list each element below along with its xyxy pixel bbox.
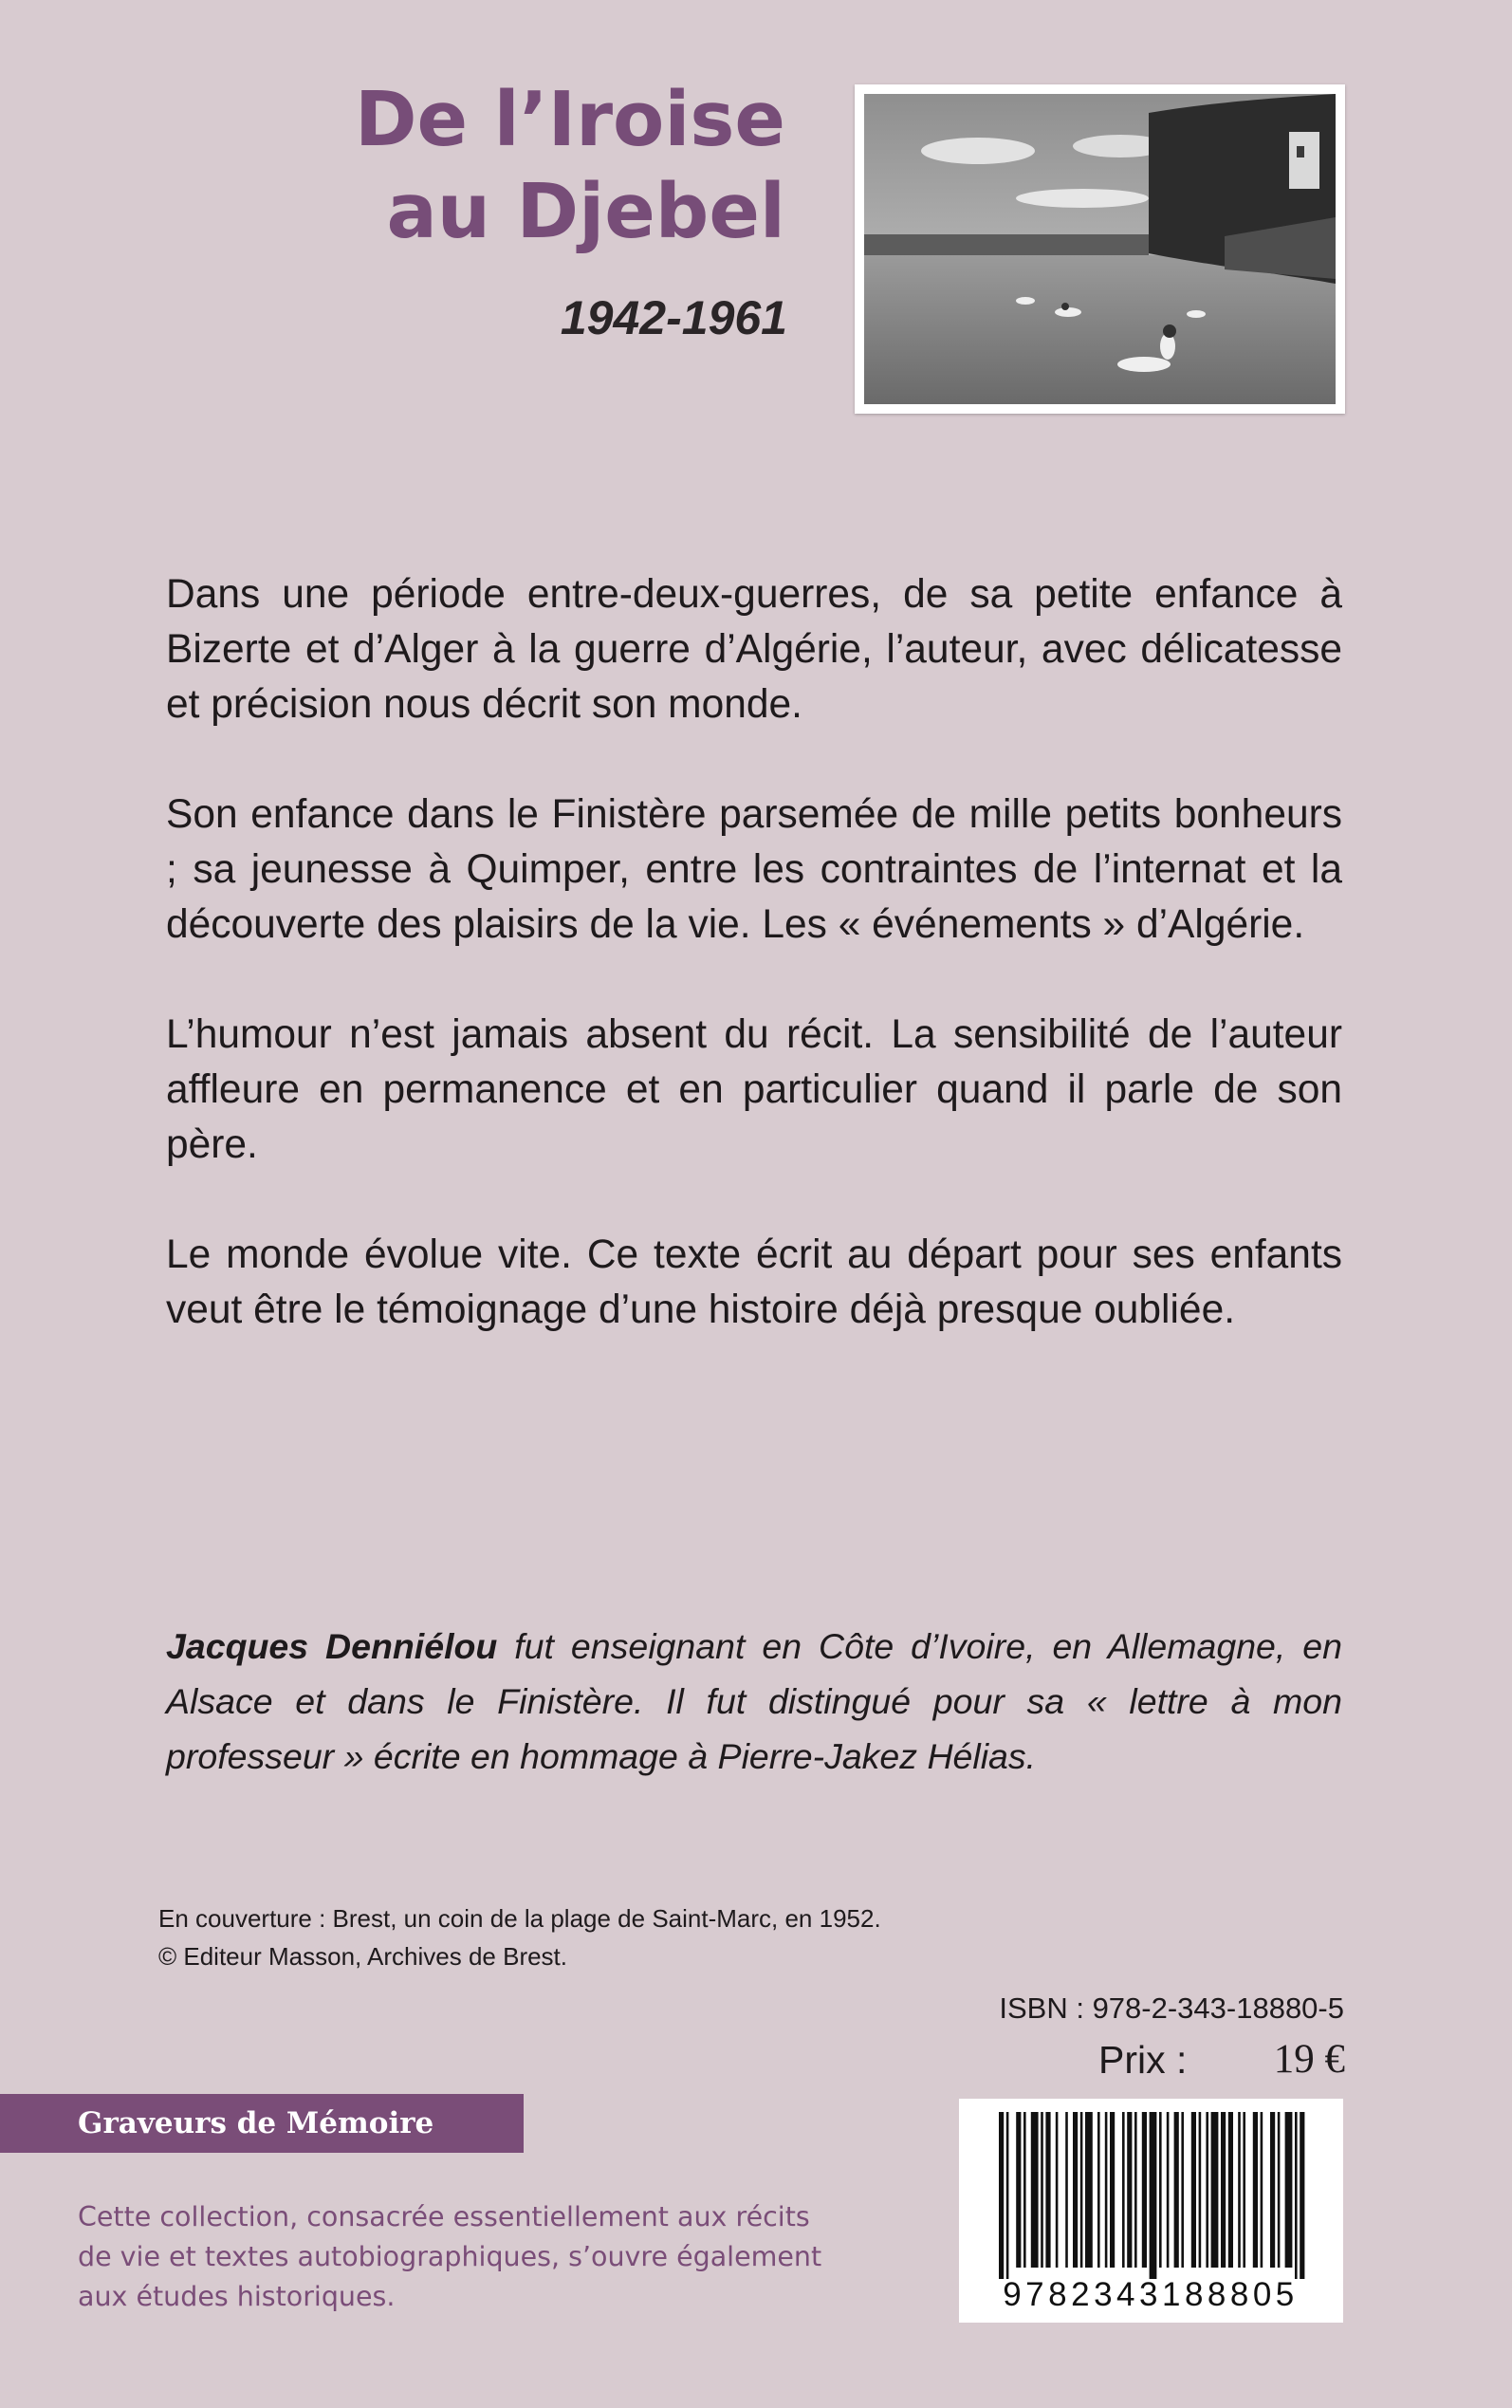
barcode-bar bbox=[1056, 2112, 1059, 2268]
credit-line: En couverture : Brest, un coin de la plage de Saint-Marc, en 1952. bbox=[158, 1904, 881, 1933]
barcode-bar bbox=[1097, 2112, 1100, 2268]
barcode-bar bbox=[1174, 2112, 1179, 2268]
description-paragraph: L’humour n’est jamais absent du récit. La sensibilité de l’auteur affleure en permanence et en particulier quand il parle de son père. bbox=[166, 1012, 1342, 1167]
barcode-bar bbox=[1211, 2112, 1219, 2268]
barcode-bar bbox=[1228, 2112, 1233, 2268]
barcode-bar bbox=[1105, 2112, 1108, 2268]
barcode-bar bbox=[1261, 2112, 1263, 2268]
barcode bbox=[959, 2099, 1343, 2323]
barcode-image bbox=[959, 2099, 1343, 2323]
barcode-bar bbox=[1295, 2112, 1298, 2279]
isbn: ISBN : 978-2-343-18880-5 bbox=[999, 1991, 1344, 2025]
description-paragraph: Son enfance dans le Finistère parsemée de mille petits bonheurs ; sa jeunesse à Quimper, entre les contraintes de l’internat et la découverte des plaisirs de la vie. Les « événements » d’Algérie. bbox=[166, 792, 1342, 947]
price-label: Prix : bbox=[1098, 2038, 1188, 2082]
barcode-digits: 9782343188805 bbox=[1003, 2276, 1299, 2313]
barcode-bar bbox=[1110, 2112, 1115, 2268]
barcode-bar bbox=[1122, 2112, 1125, 2268]
collection-line: aux études historiques. bbox=[78, 2281, 396, 2312]
barcode-bar bbox=[1016, 2112, 1021, 2268]
barcode-bar bbox=[1041, 2112, 1043, 2268]
barcode-bar bbox=[999, 2112, 1004, 2279]
barcode-bar bbox=[1006, 2112, 1009, 2279]
author-name: Jacques Denniélou bbox=[166, 1626, 498, 1666]
barcode-bar bbox=[1191, 2112, 1196, 2268]
credit-line: © Editeur Masson, Archives de Brest. bbox=[158, 1942, 568, 1971]
barcode-bar bbox=[1085, 2112, 1093, 2268]
book-title bbox=[355, 74, 785, 258]
barcode-bar bbox=[1253, 2112, 1258, 2268]
barcode-bar bbox=[1045, 2112, 1050, 2268]
barcode-bar bbox=[1199, 2112, 1202, 2268]
description-paragraph: Dans une période entre-deux-guerres, de sa petite enfance à Bizerte et d’Alger à la guerre d’Algérie, l’auteur, avec délicatesse et précision nous décrit son monde. bbox=[166, 572, 1342, 727]
barcode-bar bbox=[1134, 2112, 1137, 2268]
barcode-bar bbox=[1080, 2112, 1083, 2268]
barcode-bar bbox=[1300, 2112, 1304, 2279]
price-value: 19 € bbox=[1273, 2037, 1345, 2082]
title-line: De l’Iroise bbox=[354, 76, 785, 163]
barcode-bar bbox=[1278, 2112, 1281, 2268]
barcode-bar bbox=[1181, 2112, 1184, 2268]
beach-photo-image bbox=[864, 94, 1336, 404]
barcode-bar bbox=[1270, 2112, 1275, 2268]
book-description bbox=[166, 567, 1342, 1393]
barcode-bar bbox=[1285, 2112, 1293, 2268]
collection-line: Cette collection, consacrée essentiellement aux récits bbox=[78, 2201, 810, 2232]
barcode-bar bbox=[1127, 2112, 1132, 2268]
barcode-bar bbox=[1031, 2112, 1039, 2268]
collection-name: Graveurs de Mémoire bbox=[78, 2106, 434, 2140]
barcode-bar bbox=[1065, 2112, 1068, 2268]
barcode-bar bbox=[1221, 2112, 1226, 2268]
collection-line: de vie et textes autobiographiques, s’ouvre également bbox=[78, 2241, 822, 2272]
title-line: au Djebel bbox=[386, 168, 785, 255]
barcode-bar bbox=[1238, 2112, 1241, 2268]
collection-description bbox=[78, 2197, 822, 2317]
description-paragraph: Le monde évolue vite. Ce texte écrit au départ pour ses enfants veut être le témoignage d’une histoire déjà presque oubliée. bbox=[166, 1232, 1342, 1332]
barcode-bar bbox=[1206, 2112, 1208, 2268]
author-bio bbox=[166, 1619, 1342, 1784]
cover-photo bbox=[855, 84, 1345, 414]
barcode-bar bbox=[1023, 2112, 1026, 2268]
barcode-bar bbox=[1073, 2112, 1078, 2268]
collection-band bbox=[0, 2094, 524, 2153]
barcode-bar bbox=[1159, 2112, 1162, 2268]
barcode-bar bbox=[1167, 2112, 1170, 2268]
barcode-bar bbox=[1142, 2112, 1147, 2268]
book-years: 1942-1961 bbox=[560, 291, 787, 344]
price bbox=[1098, 2033, 1345, 2090]
barcode-bar bbox=[1243, 2112, 1245, 2268]
barcode-bar bbox=[1150, 2112, 1157, 2279]
author-bio-text: fut enseignant en Côte d’Ivoire, en Allemagne, en Alsace et dans le Finistère. Il fut distingué pour sa « lettre à mon professeur » écrite en hommage à Pierre-Jakez Hélias. bbox=[166, 1626, 1342, 1776]
photo-credit bbox=[158, 1899, 881, 1975]
